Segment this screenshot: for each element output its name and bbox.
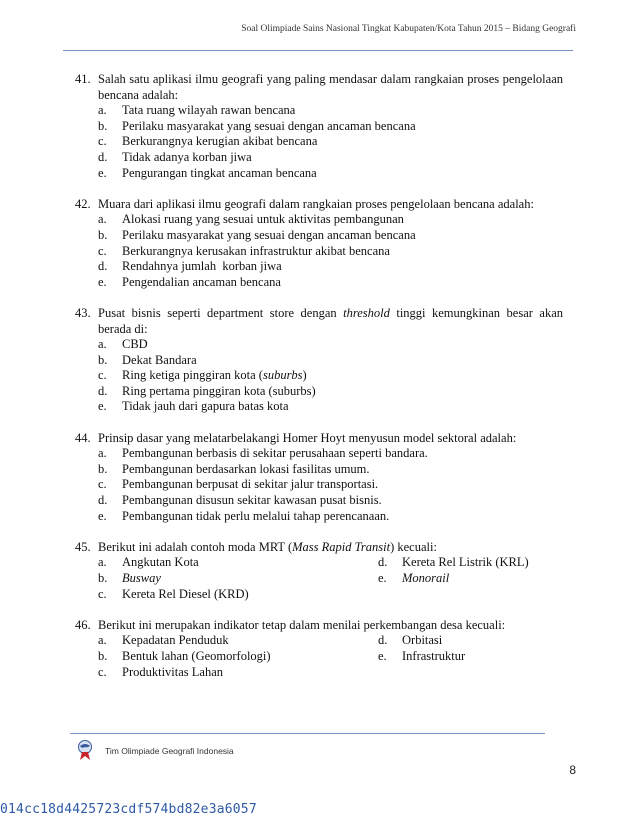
page-header: Soal Olimpiade Sains Nasional Tingkat Kabupaten/Kota Tahun 2015 – Bidang Geografi: [241, 24, 576, 34]
question-number: 43.: [75, 305, 91, 320]
option-e: [98, 399, 563, 415]
footer-divider: [70, 733, 545, 734]
option-text: Orbitasi: [402, 633, 443, 648]
option-e: [98, 509, 563, 525]
question-text-part: Berikut ini adalah contoh moda MRT (: [98, 539, 293, 554]
option-text: [122, 571, 378, 587]
question-text-part: ) kecuali:: [390, 539, 437, 554]
option-b: [98, 353, 563, 369]
page-number: 8: [569, 763, 576, 777]
question-text-part: Pusat bisnis seperti department store dengan: [98, 305, 344, 320]
option-letter: d.: [98, 149, 108, 164]
option-letter: e.: [98, 274, 107, 289]
option-letter: e.: [378, 571, 387, 585]
option-letter: b.: [98, 648, 108, 663]
option-text: Pembangunan disusun sekitar kawasan pusat bisnis.: [122, 493, 382, 508]
option-grid: [98, 633, 563, 680]
option-text: Produktivitas Lahan: [122, 664, 224, 679]
option-c: [98, 587, 378, 603]
option-text: Dekat Bandara: [122, 352, 197, 367]
option-letter: b.: [98, 118, 108, 133]
option-text: Pengendalian ancaman bencana: [122, 274, 281, 289]
question-46: [75, 618, 563, 680]
option-d: [98, 493, 563, 509]
option-text: Tidak jauh dari gapura batas kota: [122, 399, 289, 414]
question-text: Berikut ini merupakan indikator tetap dalam menilai perkembangan desa kecuali:: [98, 617, 506, 632]
option-text: Bentuk lahan (Geomorfologi): [122, 648, 271, 663]
option-letter: a.: [98, 446, 107, 461]
question-text: [98, 540, 563, 556]
option-b: [98, 462, 563, 478]
option-text: Perilaku masyarakat yang sesuai dengan ancaman bencana: [122, 118, 416, 133]
option-letter: d.: [98, 493, 108, 508]
option-letter: e.: [98, 508, 107, 523]
option-a: [98, 212, 563, 228]
option-letter: a.: [98, 212, 107, 227]
question-text: Muara dari aplikasi ilmu geografi dalam rangkaian proses pengelolaan bencana adalah:: [98, 196, 534, 211]
option-letter: a.: [98, 337, 107, 352]
option-text: Ring pertama pinggiran kota (suburbs): [122, 383, 316, 398]
option-letter: d.: [98, 383, 108, 398]
question-text: Salah satu aplikasi ilmu geografi yang paling mendasar dalam rangkaian proses pengelolaan bencana adalah:: [98, 72, 563, 102]
olympiad-logo-icon: [76, 739, 94, 761]
option-c: [98, 244, 563, 260]
question-number: 41.: [75, 72, 91, 86]
option-a: [98, 337, 563, 353]
option-c: [98, 368, 563, 384]
option-letter: c.: [98, 664, 107, 679]
option-d: [98, 150, 563, 166]
option-text-italic: suburbs: [262, 368, 303, 383]
option-grid: [98, 555, 563, 602]
question-text-italic: Mass Rapid Transit: [292, 539, 391, 554]
option-text: Alokasi ruang yang sesuai untuk aktivitas pembangunan: [122, 212, 404, 227]
option-letter: a.: [98, 555, 107, 570]
question-41: [75, 72, 563, 181]
option-text: Pembangunan berdasarkan lokasi fasilitas umum.: [122, 461, 370, 476]
option-a: [98, 446, 563, 462]
option-letter: c.: [98, 586, 107, 601]
option-letter: c.: [98, 134, 107, 149]
question-list: [75, 72, 563, 696]
option-text: Kepadatan Penduduk: [122, 633, 229, 648]
option-c: [98, 477, 563, 493]
option-a: [98, 555, 378, 571]
option-letter: d.: [378, 633, 388, 648]
option-letter: e.: [98, 165, 107, 180]
question-44: [75, 431, 563, 525]
option-b: [98, 228, 563, 244]
option-text-part: Ring ketiga pinggiran kota (: [122, 368, 263, 383]
option-e: [98, 275, 563, 291]
question-text-part: tinggi kemungkinan besar akan berada di:: [98, 305, 563, 336]
option-b: [98, 119, 563, 135]
option-letter: a.: [98, 103, 107, 118]
option-d: [98, 259, 563, 275]
option-letter: b.: [98, 461, 108, 476]
option-text: Pembangunan berpusat di sekitar jalur transportasi.: [122, 477, 379, 492]
option-text: Infrastruktur: [402, 648, 466, 663]
question-text: Prinsip dasar yang melatarbelakangi Homer Hoyt menyusun model sektoral adalah:: [98, 430, 517, 445]
option-d: [378, 555, 586, 571]
question-text-italic: threshold: [343, 305, 390, 320]
option-letter: e.: [98, 399, 107, 414]
option-e: [378, 649, 586, 665]
option-text: Pembangunan tidak perlu melalui tahap perencanaan.: [122, 508, 390, 523]
option-text: [122, 368, 563, 384]
option-d: [98, 384, 563, 400]
option-text: Tidak adanya korban jiwa: [122, 149, 252, 164]
question-45: [75, 540, 563, 602]
option-a: [98, 633, 378, 649]
option-b: [98, 649, 378, 665]
option-text-italic: Monorail: [402, 571, 450, 585]
option-text: CBD: [122, 337, 148, 352]
option-letter: b.: [98, 352, 108, 367]
option-text-part: ): [302, 368, 307, 383]
option-letter: d.: [98, 259, 108, 274]
option-text: Tata ruang wilayah rawan bencana: [122, 103, 296, 118]
option-letter: b.: [98, 571, 108, 585]
option-letter: b.: [98, 227, 108, 242]
question-number: 44.: [75, 430, 91, 445]
option-e: [378, 571, 586, 587]
option-c: [98, 134, 563, 150]
question-42: [75, 197, 563, 291]
question-text: [98, 306, 563, 337]
option-text-italic: Busway: [122, 571, 161, 585]
option-text: Angkutan Kota: [122, 555, 199, 570]
option-c: [98, 665, 378, 681]
option-letter: d.: [378, 555, 388, 570]
question-43: [75, 306, 563, 415]
option-text: Kereta Rel Diesel (KRD): [122, 586, 249, 601]
option-letter: c.: [98, 477, 107, 492]
header-divider: [63, 50, 573, 51]
option-text: Pembangunan berbasis di sekitar perusahaan seperti bandara.: [122, 446, 428, 461]
option-letter: a.: [98, 633, 107, 648]
footer-team-name: Tim Olimpiade Geografi Indonesia: [105, 746, 234, 756]
option-a: [98, 103, 563, 119]
option-d: [378, 633, 586, 649]
option-text: Kereta Rel Listrik (KRL): [402, 555, 529, 570]
option-e: [98, 166, 563, 182]
question-number: 45.: [75, 539, 91, 554]
question-number: 46.: [75, 617, 91, 632]
document-id: 014cc18d4425723cdf574bd82e3a6057: [0, 802, 257, 817]
option-text: Berkurangnya kerusakan infrastruktur akibat bencana: [122, 243, 390, 258]
question-number: 42.: [75, 196, 91, 211]
option-text: Perilaku masyarakat yang sesuai dengan ancaman bencana: [122, 227, 416, 242]
option-letter: e.: [378, 648, 387, 663]
option-b: [98, 571, 378, 587]
option-text: Pengurangan tingkat ancaman bencana: [122, 165, 317, 180]
option-text: Berkurangnya kerugian akibat bencana: [122, 134, 318, 149]
option-letter: c.: [98, 368, 107, 383]
option-text: [402, 571, 586, 587]
option-letter: c.: [98, 243, 107, 258]
option-text: Rendahnya jumlah korban jiwa: [122, 259, 282, 274]
